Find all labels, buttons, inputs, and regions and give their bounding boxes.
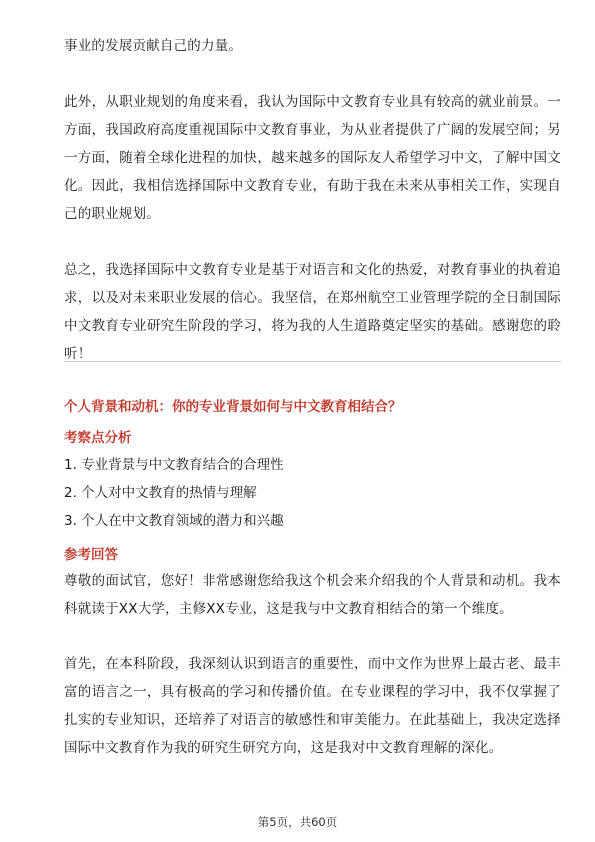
section-divider (64, 361, 561, 362)
answer-paragraph-first: 首先，在本科阶段，我深刻认识到语言的重要性，而中文作为世界上最古老、最丰富的语言之一，具有极高的学习和传播价值。在专业课程的学习中，我不仅掌握了扎实的专业知识，还培养了对语言的敏感性和审美能力。在此基础上，我决定选择国际中文教育作为我的研究生研究方向，这是我对中文教育理解的深化。 (64, 656, 561, 756)
page-number: 第5页，共60页 (257, 815, 338, 829)
analysis-heading: 考察点分析 (64, 430, 132, 446)
paragraph-conclusion: 总之，我选择国际中文教育专业是基于对语言和文化的热爱，对教育事业的执着追求，以及对未来职业发展的信心。我坚信，在郑州航空工业管理学院的全日制国际中文教育专业研究生阶段的学习，将为我的人生道路奠定坚实的基础。感谢您的聆听！ (64, 262, 561, 362)
answer-paragraph-intro: 尊敬的面试官，您好！非常感谢您给我这个机会来介绍我的个人背景和动机。我本科就读于XX大学，主修XX专业，这是我与中文教育相结合的第一个维度。 (64, 573, 561, 617)
paragraph-continuation: 事业的发展贡献自己的力量。 (64, 38, 243, 54)
analysis-item-3: 3. 个人在中文教育领域的潜力和兴趣 (64, 513, 284, 529)
answer-heading: 参考回答 (64, 547, 118, 563)
question-title: 个人背景和动机：你的专业背景如何与中文教育相结合？ (64, 399, 402, 415)
analysis-item-2: 2. 个人对中文教育的热情与理解 (64, 485, 257, 501)
paragraph-career-planning: 此外，从职业规划的角度来看，我认为国际中文教育专业具有较高的就业前景。一方面，我国政府高度重视国际中文教育事业，为从业者提供了广阔的发展空间；另一方面，随着全球化进程的加快，越来越多的国际友人希望学习中文，了解中国文化。因此，我相信选择国际中文教育专业，有助于我在未来从事相关工作，实现自己的职业规划。 (64, 94, 561, 222)
analysis-item-1: 1. 专业背景与中文教育结合的合理性 (64, 457, 284, 473)
